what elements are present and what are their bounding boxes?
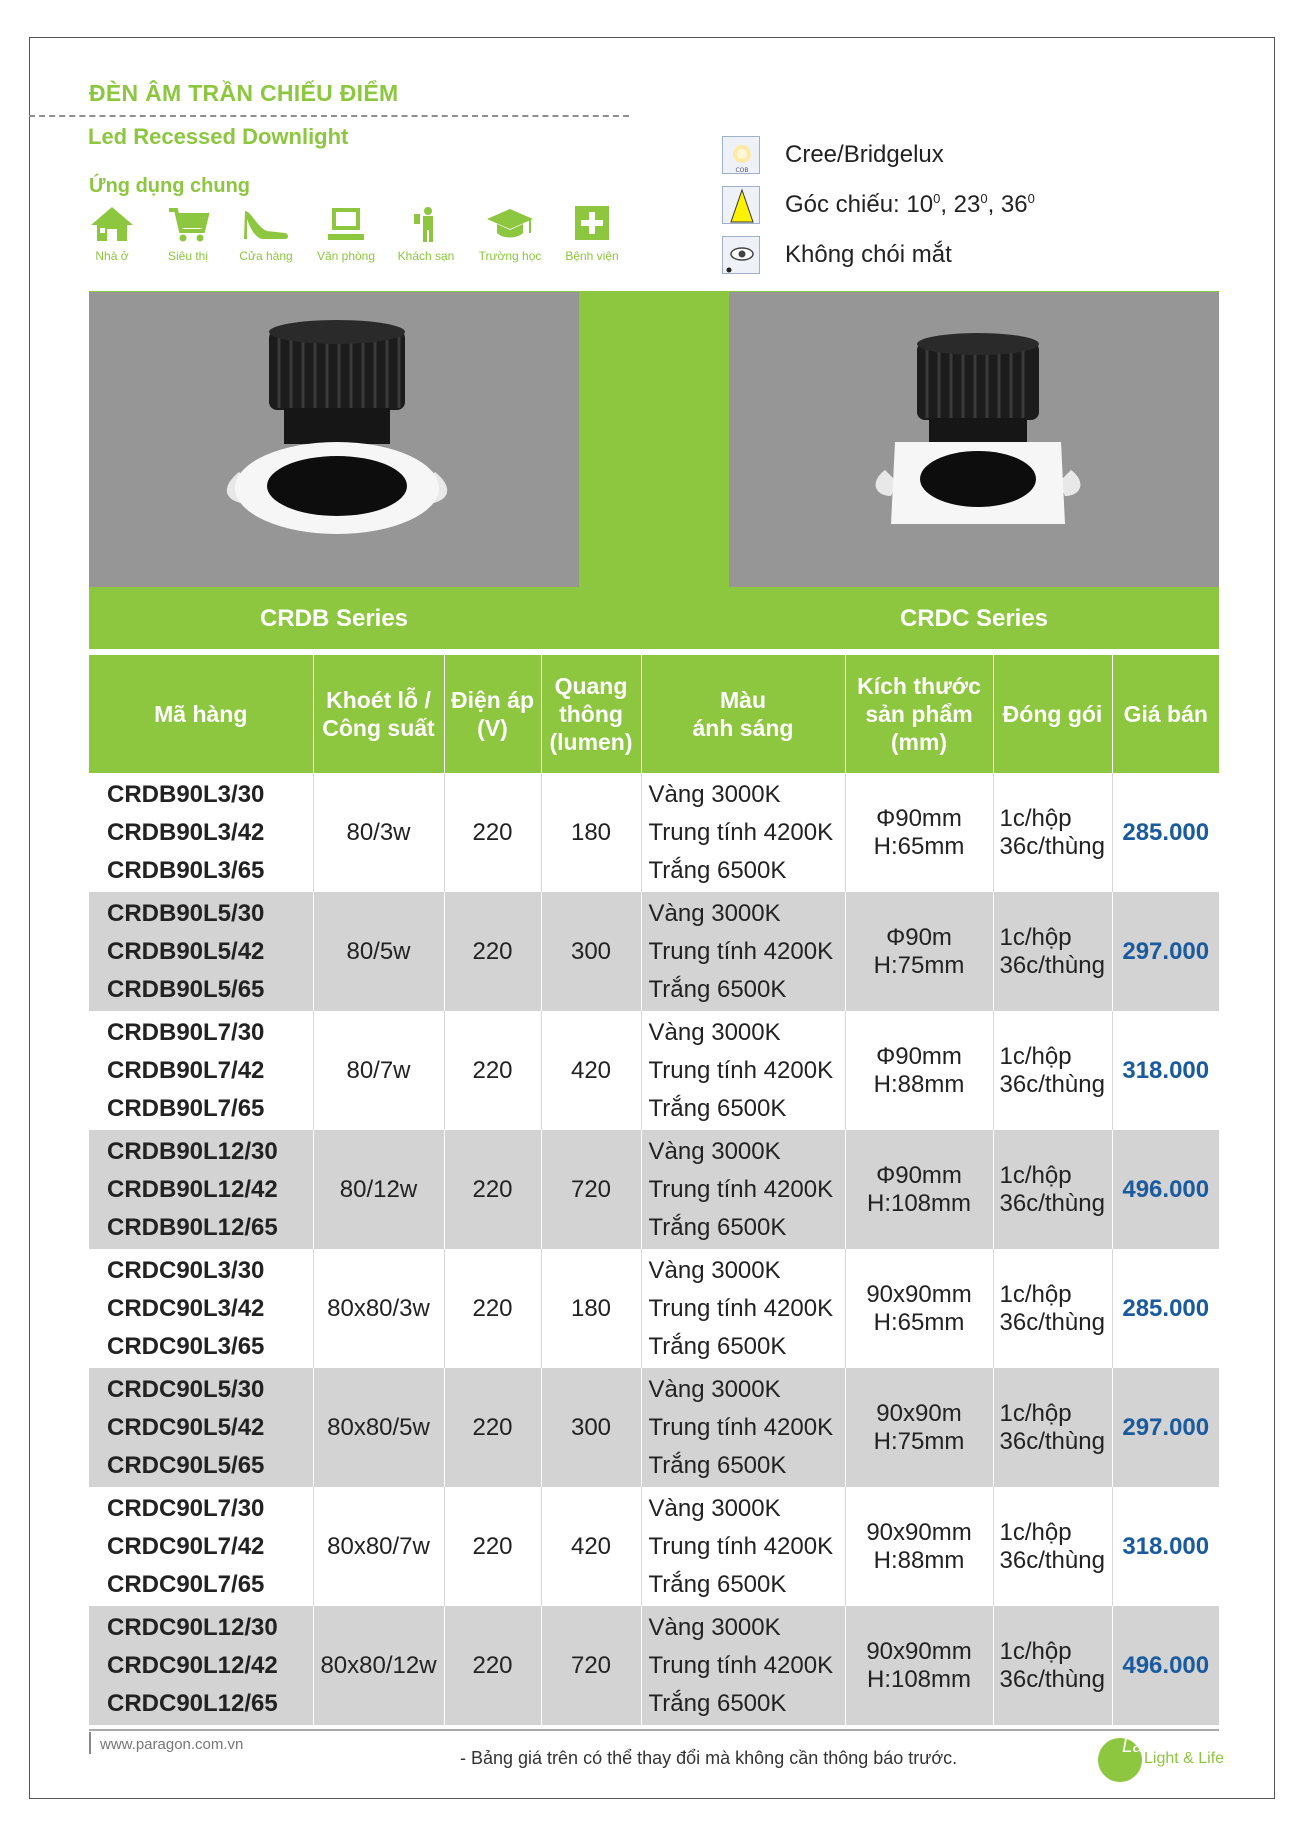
application-label: Trường học	[478, 249, 542, 263]
voltage: 220	[444, 1368, 541, 1487]
price: 318.000	[1112, 1011, 1219, 1130]
eye-icon	[722, 236, 760, 274]
voltage: 220	[444, 892, 541, 1011]
series-label-crdc: CRDC Series	[899, 605, 1049, 632]
beam-angle-third: , 36	[987, 191, 1028, 218]
table-row	[89, 1011, 1219, 1130]
applications-title: Ứng dụng chung	[89, 175, 250, 197]
table-row	[89, 1487, 1219, 1606]
feature-anti-glare	[722, 236, 1262, 278]
footer-divider	[89, 1732, 91, 1754]
beam-angle-prefix: Góc chiếu: 10	[785, 191, 934, 218]
computer-icon	[323, 205, 369, 243]
table-row	[89, 773, 1219, 892]
product-codes: CRDB90L5/30 CRDB90L5/42 CRDB90L5/65	[89, 892, 313, 1011]
lumen: 300	[541, 892, 641, 1011]
voltage: 220	[444, 1487, 541, 1606]
light-colors: Vàng 3000K Trung tính 4200K Trắng 6500K	[641, 1368, 845, 1487]
light-colors: Vàng 3000K Trung tính 4200K Trắng 6500K	[641, 892, 845, 1011]
product-size: 90x90mm H:108mm	[845, 1606, 993, 1725]
lumen: 180	[541, 773, 641, 892]
square-downlight-image	[729, 292, 1219, 587]
price: 297.000	[1112, 1368, 1219, 1487]
cutout-power: 80/3w	[313, 773, 444, 892]
voltage: 220	[444, 1130, 541, 1249]
packing: 1c/hộp 36c/thùng	[993, 773, 1112, 892]
degree-mark: 0	[980, 191, 988, 206]
chip-text: Cree/Bridgelux	[785, 141, 944, 168]
product-size: 90x90m H:75mm	[845, 1368, 993, 1487]
table-header-row	[89, 655, 1219, 773]
product-codes: CRDC90L7/30 CRDC90L7/42 CRDC90L7/65	[89, 1487, 313, 1606]
graduation-cap-icon	[485, 205, 535, 243]
application-school	[470, 205, 550, 263]
cutout-power: 80x80/5w	[313, 1368, 444, 1487]
led-chip-icon	[722, 136, 760, 174]
voltage: 220	[444, 1011, 541, 1130]
product-photo-band	[89, 291, 1219, 649]
product-codes: CRDC90L12/30 CRDC90L12/42 CRDC90L12/65	[89, 1606, 313, 1725]
header-cutout: Khoét lỗ / Công suất	[313, 655, 444, 773]
header-lumen: Quang thông (lumen)	[541, 655, 641, 773]
table-row	[89, 1130, 1219, 1249]
light-colors: Vàng 3000K Trung tính 4200K Trắng 6500K	[641, 1011, 845, 1130]
light-colors: Vàng 3000K Trung tính 4200K Trắng 6500K	[641, 1130, 845, 1249]
product-size: Φ90mm H:88mm	[845, 1011, 993, 1130]
cutout-power: 80x80/12w	[313, 1606, 444, 1725]
feature-beam-angle	[722, 186, 1262, 228]
bellboy-icon	[403, 205, 449, 243]
chip-icon-text: COB	[735, 167, 749, 174]
cutout-power: 80/7w	[313, 1011, 444, 1130]
price-disclaimer: - Bảng giá trên có thể thay đổi mà không cần thông báo trước.	[460, 1748, 958, 1768]
cart-icon	[165, 205, 211, 243]
anti-glare-text: Không chói mắt	[785, 241, 952, 268]
application-label: Bệnh viện	[565, 249, 619, 263]
voltage: 220	[444, 773, 541, 892]
cutout-power: 80/5w	[313, 892, 444, 1011]
feature-chip	[722, 136, 1262, 178]
round-downlight-image	[89, 292, 579, 587]
product-codes: CRDC90L5/30 CRDC90L5/42 CRDC90L5/65	[89, 1368, 313, 1487]
application-shop	[226, 205, 306, 263]
table-bottom-rule	[89, 1729, 1219, 1731]
lumen: 720	[541, 1606, 641, 1725]
product-codes: CRDB90L12/30 CRDB90L12/42 CRDB90L12/65	[89, 1130, 313, 1249]
title-divider	[29, 115, 629, 117]
application-supermarket	[148, 205, 228, 263]
product-size: Φ90mm H:65mm	[845, 773, 993, 892]
light-colors: Vàng 3000K Trung tính 4200K Trắng 6500K	[641, 1606, 845, 1725]
table-row	[89, 1249, 1219, 1368]
crdb-product-photo	[89, 292, 579, 587]
packing: 1c/hộp 36c/thùng	[993, 1249, 1112, 1368]
light-colors: Vàng 3000K Trung tính 4200K Trắng 6500K	[641, 773, 845, 892]
application-hospital	[552, 205, 632, 263]
application-label: Khách sạn	[397, 249, 455, 263]
price: 496.000	[1112, 1130, 1219, 1249]
price: 285.000	[1112, 1249, 1219, 1368]
series-label-crdb: CRDB Series	[259, 605, 409, 632]
price: 496.000	[1112, 1606, 1219, 1725]
lumen: 420	[541, 1011, 641, 1130]
application-label: Cửa hàng	[239, 249, 293, 263]
page-subtitle: Led Recessed Downlight	[88, 124, 349, 149]
house-icon	[89, 205, 135, 243]
product-size: 90x90mm H:65mm	[845, 1249, 993, 1368]
header-packing: Đóng gói	[993, 655, 1112, 773]
degree-mark: 0	[933, 191, 941, 206]
brand-slogan: Light & Life	[1144, 1750, 1225, 1767]
application-label: Văn phòng	[316, 249, 376, 263]
product-codes: CRDB90L3/30 CRDB90L3/42 CRDB90L3/65	[89, 773, 313, 892]
lumen: 300	[541, 1368, 641, 1487]
voltage: 220	[444, 1606, 541, 1725]
lumen: 720	[541, 1130, 641, 1249]
packing: 1c/hộp 36c/thùng	[993, 1011, 1112, 1130]
product-codes: CRDC90L3/30 CRDC90L3/42 CRDC90L3/65	[89, 1249, 313, 1368]
medical-cross-icon	[569, 205, 615, 243]
beam-angle-icon	[722, 186, 760, 224]
lumen: 420	[541, 1487, 641, 1606]
beam-angle-text	[785, 191, 1035, 219]
table-row	[89, 1606, 1219, 1725]
page-title: ĐÈN ÂM TRẦN CHIẾU ĐIỂM	[89, 80, 399, 106]
high-heel-icon	[241, 205, 291, 243]
header-voltage: Điện áp (V)	[444, 655, 541, 773]
degree-mark: 0	[1027, 191, 1035, 206]
packing: 1c/hộp 36c/thùng	[993, 1368, 1112, 1487]
header-color: Màu ánh sáng	[641, 655, 845, 773]
table-row	[89, 892, 1219, 1011]
website-url[interactable]: www.paragon.com.vn	[100, 1736, 244, 1753]
header-size: Kích thước sản phẩm (mm)	[845, 655, 993, 773]
price-table	[89, 655, 1219, 1725]
packing: 1c/hộp 36c/thùng	[993, 1130, 1112, 1249]
product-size: 90x90mm H:88mm	[845, 1487, 993, 1606]
application-office	[306, 205, 386, 263]
crdc-product-photo	[729, 292, 1219, 587]
cutout-power: 80/12w	[313, 1130, 444, 1249]
table-row	[89, 1368, 1219, 1487]
lumen: 180	[541, 1249, 641, 1368]
header-price: Giá bán	[1112, 655, 1219, 773]
packing: 1c/hộp 36c/thùng	[993, 1487, 1112, 1606]
product-codes: CRDB90L7/30 CRDB90L7/42 CRDB90L7/65	[89, 1011, 313, 1130]
cutout-power: 80x80/3w	[313, 1249, 444, 1368]
product-size: Φ90m H:75mm	[845, 892, 993, 1011]
cutout-power: 80x80/7w	[313, 1487, 444, 1606]
header-code: Mã hàng	[89, 655, 313, 773]
application-label: Nhà ở	[95, 249, 129, 263]
voltage: 220	[444, 1249, 541, 1368]
packing: 1c/hộp 36c/thùng	[993, 892, 1112, 1011]
brand-logo-mark: La	[1122, 1736, 1144, 1757]
beam-angle-second: , 23	[940, 191, 981, 218]
price: 297.000	[1112, 892, 1219, 1011]
product-size: Φ90mm H:108mm	[845, 1130, 993, 1249]
application-home	[72, 205, 152, 263]
packing: 1c/hộp 36c/thùng	[993, 1606, 1112, 1725]
price: 318.000	[1112, 1487, 1219, 1606]
applications-row	[80, 205, 700, 275]
application-hotel	[386, 205, 466, 263]
light-colors: Vàng 3000K Trung tính 4200K Trắng 6500K	[641, 1487, 845, 1606]
price: 285.000	[1112, 773, 1219, 892]
light-colors: Vàng 3000K Trung tính 4200K Trắng 6500K	[641, 1249, 845, 1368]
application-label: Siêu thị	[167, 249, 209, 263]
